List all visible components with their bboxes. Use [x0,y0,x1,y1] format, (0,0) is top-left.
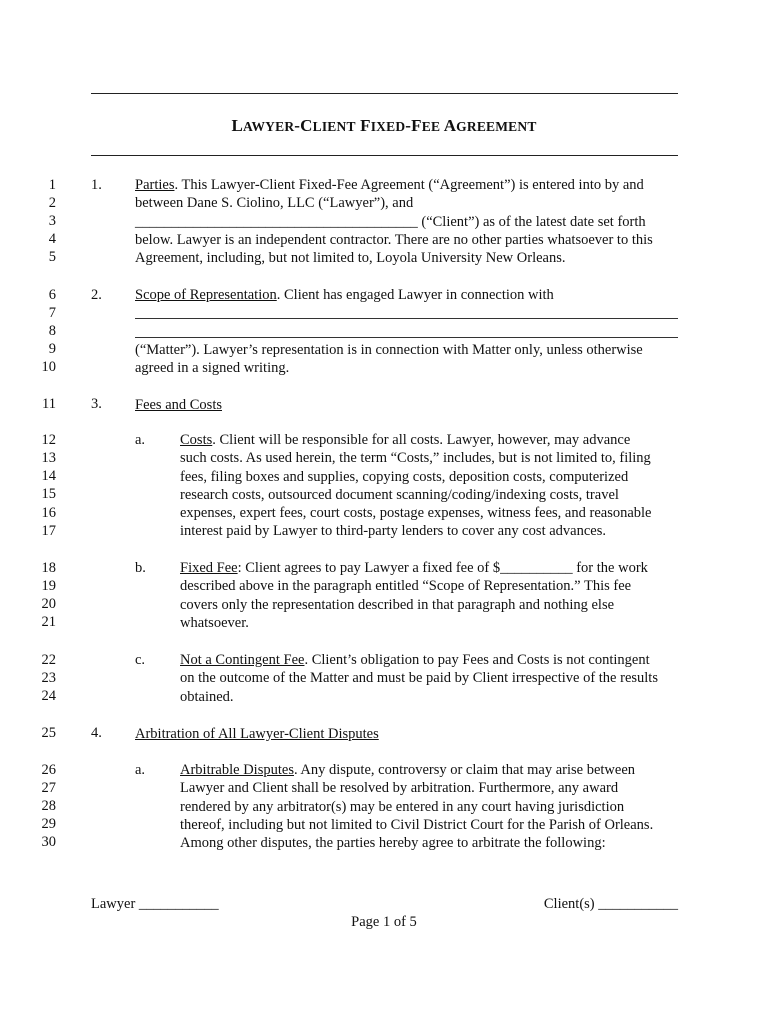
title-smallcaps: GREEMENT [456,119,537,134]
title-bottom-rule [91,155,678,156]
line-number: 13 [41,450,56,466]
line-number: 17 [41,523,56,539]
section-3a-heading: Costs [180,432,213,448]
section-1-parties [135,176,680,267]
line-number: 16 [41,505,56,521]
section-1-client-blank-line: _______________________________________ (“Client”) as of the latest date set forth [135,213,646,230]
section-3a-line: research costs, outsourced document scanning/coding/indexing costs, travel [180,486,619,503]
section-4a-arbitrable-disputes [180,761,653,852]
section-4a-heading: Arbitrable Disputes [180,762,294,778]
section-3a-line: . Client will be responsible for all costs. Lawyer, however, may advance [212,432,631,448]
section-3c-label: c. [135,652,146,668]
section-3a-line: such costs. As used herein, the term “Costs,” includes, but is not limited to, filing [180,450,651,467]
title-dash: - [405,116,412,135]
client-initials: Client(s) ___________ [543,896,678,912]
section-1-heading: Parties [135,177,175,193]
title-smallcaps: AWYER [243,119,295,134]
section-2-line-1 [135,286,554,304]
line-number: 12 [41,432,56,448]
section-4a-line: Among other disputes, the parties hereby agree to arbitrate the following: [180,835,606,852]
line-number: 15 [41,486,56,502]
title-cap: C [300,116,313,135]
section-3a-line: expenses, expert fees, court costs, postage expenses, witness fees, and reasonable [180,505,652,522]
section-3c-not-contingent [180,651,658,706]
section-4a-label: a. [135,762,146,778]
title-cap: A [443,116,457,135]
section-2-heading: Scope of Representation [135,287,277,303]
section-2-line: (“Matter”). Lawyer’s representation is in connection with Matter only, unless otherwise [135,342,643,358]
line-number: 28 [41,798,56,814]
line-number: 18 [41,560,56,576]
document-title [0,116,768,136]
title-smallcaps: LIENT [312,119,356,134]
line-number: 24 [41,688,56,704]
section-1-line: . This Lawyer-Client Fixed-Fee Agreement (“Agreement”) is entered into by and [174,177,644,193]
page-number: Page 1 of 5 [351,914,417,930]
section-4a-line: thereof, including but not limited to Civil District Court for the Parish of Orleans. [180,816,654,833]
section-1-line: below. Lawyer is an independent contractor. There are no other parties whatsoever to this [135,231,653,248]
line-number: 10 [41,359,56,375]
line-number: 30 [41,834,56,850]
section-3b-line: whatsoever. [180,614,249,631]
line-number: 11 [42,396,56,412]
section-3b-line: covers only the representation described in that paragraph and nothing else [180,596,615,613]
section-3b-fixed-fee [180,559,648,632]
section-2-continuation [135,341,643,378]
section-3c-line: on the outcome of the Matter and must be paid by Client irrespective of the results [180,670,658,687]
section-1-number: 1. [91,177,102,193]
line-number: 7 [48,305,56,321]
section-3b-label: b. [135,560,146,576]
line-number: 4 [48,231,56,247]
title-cap: F [360,116,371,135]
section-2-number: 2. [91,287,102,303]
matter-blank-line [135,318,678,319]
line-number: 26 [41,762,56,778]
line-number: 6 [48,287,56,303]
matter-blank-line [135,337,678,338]
section-3-number: 3. [91,396,102,412]
line-number: 2 [48,195,56,211]
line-number: 8 [48,323,56,339]
title-cap: F [411,116,422,135]
section-3a-line: interest paid by Lawyer to third-party lenders to cover any cost advances. [180,523,606,540]
section-4-heading: Arbitration of All Lawyer-Client Disputes [135,726,379,742]
section-3b-heading: Fixed Fee [180,560,238,576]
section-3a-label: a. [135,432,146,448]
section-3c-line: . Client’s obligation to pay Fees and Costs is not contingent [304,652,650,668]
line-number: 3 [48,213,56,229]
section-3a-costs [180,431,652,541]
section-3c-heading: Not a Contingent Fee [180,652,305,668]
section-1-line: Agreement, including, but not limited to, Loyola University New Orleans. [135,250,566,267]
line-number: 14 [41,468,56,484]
top-rule [91,93,678,94]
line-number: 21 [41,614,56,630]
section-4a-line: . Any dispute, controversy or claim that may arise between [293,762,636,778]
line-number: 23 [41,670,56,686]
line-number: 22 [41,652,56,668]
title-smallcaps: EE [421,119,441,134]
lawyer-initials: Lawyer ___________ [91,896,219,912]
section-2-text: . Client has engaged Lawyer in connection with [276,287,554,303]
section-2-line: agreed in a signed writing. [135,360,290,377]
section-3a-line: fees, filing boxes and supplies, copying costs, deposition costs, computerized [180,468,629,485]
section-3b-line: : Client agrees to pay Lawyer a fixed fee of $__________ for the work [237,560,648,576]
line-number: 20 [41,596,56,612]
line-number: 9 [48,341,56,357]
section-4a-line: Lawyer and Client shall be resolved by arbitration. Furthermore, any award [180,780,619,797]
section-1-line: between Dane S. Ciolino, LLC (“Lawyer”), and [135,195,414,212]
line-number: 19 [41,578,56,594]
line-number: 1 [48,177,56,193]
section-4-number: 4. [91,725,102,741]
section-3-heading: Fees and Costs [135,397,222,413]
section-3c-line: obtained. [180,688,234,705]
title-dash: - [294,116,301,135]
section-3b-line: described above in the paragraph entitled “Scope of Representation.” This fee [180,578,632,595]
section-4a-line: rendered by any arbitrator(s) may be entered in any court having jurisdiction [180,798,625,815]
line-number: 27 [41,780,56,796]
title-smallcaps: IXED [370,119,406,134]
line-number: 25 [41,725,56,741]
line-number: 5 [48,249,56,265]
line-number: 29 [41,816,56,832]
title-cap: L [231,116,244,135]
